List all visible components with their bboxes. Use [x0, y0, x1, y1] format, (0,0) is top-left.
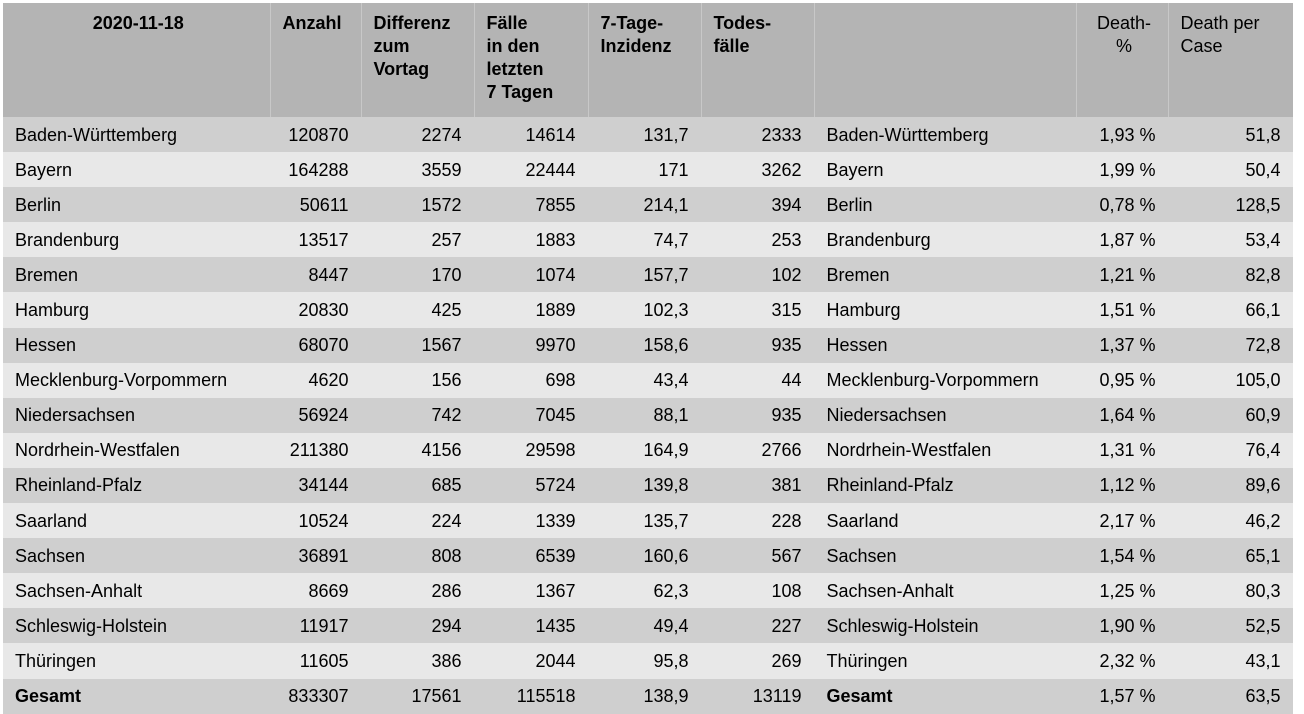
cell-inzidenz: 139,8: [588, 468, 701, 503]
cell-tote: 2333: [701, 117, 814, 152]
cell-anzahl: 36891: [270, 538, 361, 573]
cell-tote: 44: [701, 363, 814, 398]
cell-state: Berlin: [3, 187, 270, 222]
cell-anzahl: 68070: [270, 328, 361, 363]
cell-state2: Brandenburg: [814, 222, 1076, 257]
cell-faelle7: 22444: [474, 152, 588, 187]
covid-table-container: [3, 3, 1291, 714]
cell-inzidenz: 74,7: [588, 222, 701, 257]
cell-state2: Schleswig-Holstein: [814, 608, 1076, 643]
cell-faelle7: 2044: [474, 643, 588, 678]
cell-tote: 381: [701, 468, 814, 503]
cell-state: Bayern: [3, 152, 270, 187]
cell-anzahl: 120870: [270, 117, 361, 152]
cell-faelle7: 6539: [474, 538, 588, 573]
table-row: [3, 538, 1293, 573]
table-row: [3, 328, 1293, 363]
cell-state: Thüringen: [3, 643, 270, 678]
cell-tote: 253: [701, 222, 814, 257]
cell-death-pct: 1,21 %: [1076, 257, 1168, 292]
cell-anzahl: 20830: [270, 292, 361, 327]
cell-death-pct: 1,31 %: [1076, 433, 1168, 468]
cell-tote: 108: [701, 573, 814, 608]
cell-faelle7: 1339: [474, 503, 588, 538]
cell-inzidenz: 131,7: [588, 117, 701, 152]
cell-state2: Rheinland-Pfalz: [814, 468, 1076, 503]
cell-total-label2: Gesamt: [814, 679, 1076, 714]
cell-death-pct: 1,90 %: [1076, 608, 1168, 643]
cell-inzidenz: 214,1: [588, 187, 701, 222]
cell-total-diff: 17561: [361, 679, 474, 714]
cell-faelle7: 14614: [474, 117, 588, 152]
cell-inzidenz: 157,7: [588, 257, 701, 292]
cell-death-per-case: 51,8: [1168, 117, 1293, 152]
table-body: [3, 117, 1293, 714]
cell-death-pct: 1,51 %: [1076, 292, 1168, 327]
cell-death-pct: 2,17 %: [1076, 503, 1168, 538]
cell-state: Rheinland-Pfalz: [3, 468, 270, 503]
table-row: [3, 398, 1293, 433]
cell-death-pct: 1,54 %: [1076, 538, 1168, 573]
cell-faelle7: 698: [474, 363, 588, 398]
cell-state: Sachsen: [3, 538, 270, 573]
header-date: 2020-11-18: [3, 3, 270, 117]
cell-state2: Nordrhein-Westfalen: [814, 433, 1076, 468]
cell-state: Sachsen-Anhalt: [3, 573, 270, 608]
cell-anzahl: 10524: [270, 503, 361, 538]
cell-tote: 228: [701, 503, 814, 538]
cell-tote: 567: [701, 538, 814, 573]
cell-tote: 935: [701, 398, 814, 433]
cell-state: Brandenburg: [3, 222, 270, 257]
table-row: [3, 152, 1293, 187]
cell-diff: 425: [361, 292, 474, 327]
cell-faelle7: 1883: [474, 222, 588, 257]
cell-anzahl: 8669: [270, 573, 361, 608]
cell-state2: Sachsen: [814, 538, 1076, 573]
table-row: [3, 608, 1293, 643]
cell-faelle7: 29598: [474, 433, 588, 468]
header-death-pct: Death- %: [1076, 3, 1168, 117]
header-death-per-case: Death per Case: [1168, 3, 1293, 117]
cell-anzahl: 11917: [270, 608, 361, 643]
cell-death-pct: 1,12 %: [1076, 468, 1168, 503]
cell-death-pct: 1,37 %: [1076, 328, 1168, 363]
header-row: [3, 3, 1293, 117]
cell-inzidenz: 88,1: [588, 398, 701, 433]
cell-state: Mecklenburg-Vorpommern: [3, 363, 270, 398]
cell-faelle7: 7045: [474, 398, 588, 433]
cell-diff: 286: [361, 573, 474, 608]
cell-state: Saarland: [3, 503, 270, 538]
header-differenz: Differenz zum Vortag: [361, 3, 474, 117]
cell-state2: Thüringen: [814, 643, 1076, 678]
cell-death-per-case: 76,4: [1168, 433, 1293, 468]
cell-state: Hessen: [3, 328, 270, 363]
cell-death-pct: 0,78 %: [1076, 187, 1168, 222]
total-row: [3, 679, 1293, 714]
cell-tote: 269: [701, 643, 814, 678]
cell-total-anzahl: 833307: [270, 679, 361, 714]
cell-diff: 224: [361, 503, 474, 538]
cell-state2: Hessen: [814, 328, 1076, 363]
cell-total-label: Gesamt: [3, 679, 270, 714]
cell-diff: 742: [361, 398, 474, 433]
cell-inzidenz: 102,3: [588, 292, 701, 327]
cell-diff: 156: [361, 363, 474, 398]
cell-diff: 1567: [361, 328, 474, 363]
table-row: [3, 117, 1293, 152]
cell-state2: Sachsen-Anhalt: [814, 573, 1076, 608]
cell-death-per-case: 53,4: [1168, 222, 1293, 257]
cell-diff: 294: [361, 608, 474, 643]
cell-diff: 170: [361, 257, 474, 292]
cell-diff: 1572: [361, 187, 474, 222]
cell-death-per-case: 50,4: [1168, 152, 1293, 187]
table-row: [3, 363, 1293, 398]
cell-death-per-case: 43,1: [1168, 643, 1293, 678]
cell-tote: 315: [701, 292, 814, 327]
table-row: [3, 292, 1293, 327]
cell-diff: 386: [361, 643, 474, 678]
cell-state2: Berlin: [814, 187, 1076, 222]
cell-faelle7: 1435: [474, 608, 588, 643]
table-row: [3, 187, 1293, 222]
cell-diff: 2274: [361, 117, 474, 152]
cell-death-per-case: 66,1: [1168, 292, 1293, 327]
cell-faelle7: 7855: [474, 187, 588, 222]
cell-inzidenz: 95,8: [588, 643, 701, 678]
cell-total-faelle7: 115518: [474, 679, 588, 714]
cell-death-per-case: 105,0: [1168, 363, 1293, 398]
cell-anzahl: 211380: [270, 433, 361, 468]
cell-anzahl: 50611: [270, 187, 361, 222]
header-inzidenz: 7-Tage- Inzidenz: [588, 3, 701, 117]
cell-inzidenz: 171: [588, 152, 701, 187]
cell-death-per-case: 65,1: [1168, 538, 1293, 573]
header-todesfaelle: Todes- fälle: [701, 3, 814, 117]
header-faelle7: Fälle in den letzten 7 Tagen: [474, 3, 588, 117]
cell-anzahl: 4620: [270, 363, 361, 398]
cell-diff: 257: [361, 222, 474, 257]
cell-state2: Hamburg: [814, 292, 1076, 327]
cell-tote: 935: [701, 328, 814, 363]
cell-state2: Baden-Württemberg: [814, 117, 1076, 152]
cell-diff: 3559: [361, 152, 474, 187]
table-row: [3, 503, 1293, 538]
cell-death-pct: 0,95 %: [1076, 363, 1168, 398]
cell-faelle7: 1889: [474, 292, 588, 327]
cell-tote: 102: [701, 257, 814, 292]
cell-state: Schleswig-Holstein: [3, 608, 270, 643]
cell-state: Nordrhein-Westfalen: [3, 433, 270, 468]
cell-faelle7: 1367: [474, 573, 588, 608]
cell-death-per-case: 128,5: [1168, 187, 1293, 222]
cell-anzahl: 13517: [270, 222, 361, 257]
cell-total-inzidenz: 138,9: [588, 679, 701, 714]
cell-inzidenz: 158,6: [588, 328, 701, 363]
header-anzahl: Anzahl: [270, 3, 361, 117]
cell-state: Bremen: [3, 257, 270, 292]
cell-inzidenz: 160,6: [588, 538, 701, 573]
covid-table: [3, 3, 1294, 714]
header-blank: [814, 3, 1076, 117]
table-row: [3, 468, 1293, 503]
cell-death-pct: 1,25 %: [1076, 573, 1168, 608]
table-row: [3, 643, 1293, 678]
cell-inzidenz: 164,9: [588, 433, 701, 468]
table-row: [3, 257, 1293, 292]
cell-death-pct: 1,93 %: [1076, 117, 1168, 152]
cell-death-per-case: 82,8: [1168, 257, 1293, 292]
table-row: [3, 433, 1293, 468]
cell-state: Niedersachsen: [3, 398, 270, 433]
cell-anzahl: 34144: [270, 468, 361, 503]
cell-faelle7: 5724: [474, 468, 588, 503]
cell-death-pct: 1,99 %: [1076, 152, 1168, 187]
cell-death-pct: 2,32 %: [1076, 643, 1168, 678]
cell-death-per-case: 72,8: [1168, 328, 1293, 363]
cell-state: Baden-Württemberg: [3, 117, 270, 152]
cell-state2: Bayern: [814, 152, 1076, 187]
cell-tote: 3262: [701, 152, 814, 187]
cell-faelle7: 1074: [474, 257, 588, 292]
cell-state: Hamburg: [3, 292, 270, 327]
cell-anzahl: 56924: [270, 398, 361, 433]
cell-anzahl: 8447: [270, 257, 361, 292]
cell-death-per-case: 89,6: [1168, 468, 1293, 503]
cell-death-pct: 1,64 %: [1076, 398, 1168, 433]
cell-tote: 227: [701, 608, 814, 643]
cell-tote: 394: [701, 187, 814, 222]
cell-total-death-per-case: 63,5: [1168, 679, 1293, 714]
cell-state2: Niedersachsen: [814, 398, 1076, 433]
cell-state2: Saarland: [814, 503, 1076, 538]
cell-total-tote: 13119: [701, 679, 814, 714]
cell-death-per-case: 52,5: [1168, 608, 1293, 643]
cell-inzidenz: 62,3: [588, 573, 701, 608]
cell-death-pct: 1,87 %: [1076, 222, 1168, 257]
cell-tote: 2766: [701, 433, 814, 468]
cell-faelle7: 9970: [474, 328, 588, 363]
cell-death-per-case: 60,9: [1168, 398, 1293, 433]
cell-inzidenz: 43,4: [588, 363, 701, 398]
cell-diff: 808: [361, 538, 474, 573]
cell-state2: Mecklenburg-Vorpommern: [814, 363, 1076, 398]
cell-inzidenz: 49,4: [588, 608, 701, 643]
cell-death-per-case: 46,2: [1168, 503, 1293, 538]
cell-diff: 685: [361, 468, 474, 503]
cell-total-death-pct: 1,57 %: [1076, 679, 1168, 714]
cell-diff: 4156: [361, 433, 474, 468]
cell-anzahl: 11605: [270, 643, 361, 678]
table-row: [3, 573, 1293, 608]
cell-state2: Bremen: [814, 257, 1076, 292]
cell-anzahl: 164288: [270, 152, 361, 187]
cell-inzidenz: 135,7: [588, 503, 701, 538]
table-row: [3, 222, 1293, 257]
cell-death-per-case: 80,3: [1168, 573, 1293, 608]
